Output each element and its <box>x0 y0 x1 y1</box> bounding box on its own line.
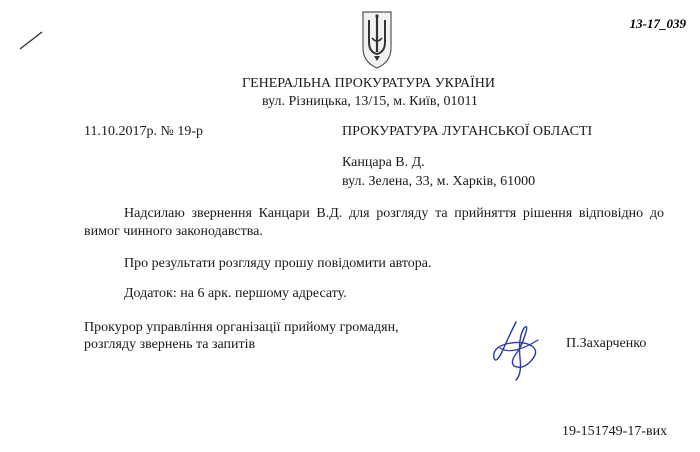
signer-name: П.Захарченко <box>566 336 647 351</box>
date-and-number: 11.10.2017р. № 19-р <box>84 124 203 139</box>
organization-name: ГЕНЕРАЛЬНА ПРОКУРАТУРА УКРАЇНИ <box>242 76 495 91</box>
signer-position-line-2: розгляду звернень та запитів <box>84 337 256 352</box>
handwritten-signature-icon <box>486 318 546 384</box>
organization-address: вул. Різницька, 13/15, м. Київ, 01011 <box>262 94 478 109</box>
body-paragraph-1: Надсилаю звернення Канцари В.Д. для розгляду та прийняття рішення відповідно до вимог чинного законодавства. <box>84 206 664 239</box>
document-id-stamp: 13-17_039 <box>629 16 686 31</box>
pen-mark-icon <box>18 30 44 50</box>
body-paragraph-2: Про результати розгляду прошу повідомити автора. <box>124 256 432 271</box>
registration-number: 19-151749-17-вих <box>562 424 668 439</box>
recipient-secondary-name: Канцара В. Д. <box>342 155 425 170</box>
recipient-primary: ПРОКУРАТУРА ЛУГАНСЬКОЇ ОБЛАСТІ <box>342 124 593 139</box>
attachment-note: Додаток: на 6 арк. першому адресату. <box>124 286 347 301</box>
recipient-secondary-address: вул. Зелена, 33, м. Харків, 61000 <box>342 174 536 189</box>
signer-position-line-1: Прокурор управління організації прийому громадян, <box>84 320 399 335</box>
coat-of-arms-icon <box>360 8 394 70</box>
